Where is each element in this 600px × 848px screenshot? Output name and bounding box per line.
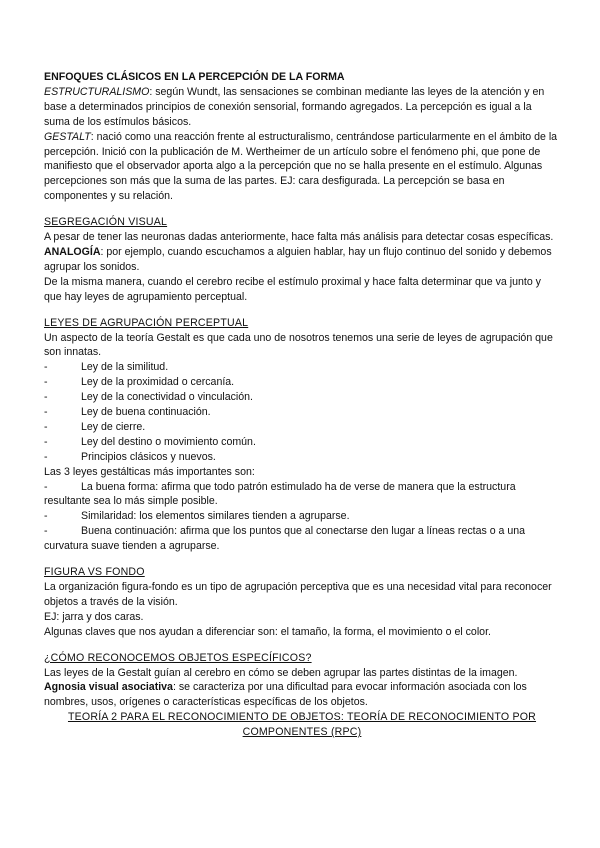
figura-paragraph-2: EJ: jarra y dos caras. — [44, 610, 144, 623]
list-item — [44, 450, 560, 465]
dash-bullet: - — [44, 376, 48, 389]
dash-bullet: - — [44, 391, 48, 404]
agnosia-text: : se caracteriza por una dificultad para evocar información asociada con los nombres, usos, orígenes o características específicas de los objetos. — [44, 681, 527, 709]
list-item — [44, 435, 560, 450]
list-item-text: Similaridad: los elementos similares tienden a agruparse. — [81, 510, 350, 523]
segregacion-paragraph-1: A pesar de tener las neuronas dadas anteriormente, hace falta más análisis para detectar cosas específicas. — [44, 231, 554, 244]
list-item — [44, 390, 560, 405]
dash-bullet: - — [44, 406, 48, 419]
analogia-paragraph — [44, 245, 560, 275]
list-item-text: Buena continuación: afirma que los puntos que al conectarse den lugar a líneas rectas o a una curvatura suave tienden a agruparse. — [44, 525, 526, 553]
list-item — [44, 524, 560, 554]
gestalt-paragraph — [44, 130, 560, 205]
list-item — [44, 360, 560, 375]
agnosia-label: Agnosia visual asociativa — [44, 681, 173, 694]
dash-bullet: - — [44, 420, 48, 433]
dash-bullet: - — [44, 480, 48, 493]
segregacion-paragraph-3: De la misma manera, cuando el cerebro recibe el estímulo proximal y hace falta determinar que va junto y que hay leyes de agrupamiento perceptual. — [44, 275, 541, 303]
agnosia-paragraph — [44, 680, 560, 710]
dash-bullet: - — [44, 510, 48, 523]
estructuralismo-paragraph — [44, 85, 560, 130]
list-item — [44, 509, 560, 524]
leyes-important-intro: Las 3 leyes gestálticas más importantes son: — [44, 465, 255, 478]
gestalt-term: GESTALT — [44, 130, 91, 143]
segregacion-heading: SEGREGACIÓN VISUAL — [44, 216, 168, 229]
list-item-text: La buena forma: afirma que todo patrón estimulado ha de verse de manera que la estructura resultante sea lo más simple posible. — [44, 480, 516, 508]
gestalt-text: : nació como una reacción frente al estructuralismo, centrándose particularmente en el ámbito de la percepción. Inició con la publicación de M. Wertheimer de un artículo sobre el fenómeno phi, que pone de manifiesto que el observador aporta algo a la percepción que no se halla presente en el estímulo. Algunas percepciones son más que la suma de las partes. EJ: cara desfigurada. La percepción se basa en componentes y su relación. — [44, 130, 558, 203]
list-item — [44, 375, 560, 390]
reconocemos-heading: ¿CÓMO RECONOCEMOS OBJETOS ESPECÍFICOS? — [44, 651, 312, 664]
list-item-text: Ley de buena continuación. — [81, 406, 211, 419]
figura-heading: FIGURA VS FONDO — [44, 566, 145, 579]
list-item — [44, 420, 560, 435]
document-title: ENFOQUES CLÁSICOS EN LA PERCEPCIÓN DE LA FORMA — [44, 71, 345, 83]
leyes-intro: Un aspecto de la teoría Gestalt es que cada uno de nosotros tenemos una serie de leyes de agrupación que son innatas. — [44, 331, 553, 359]
analogia-label: ANALOGÍA — [44, 245, 101, 258]
estructuralismo-term: ESTRUCTURALISMO — [44, 85, 150, 98]
leyes-heading: LEYES DE AGRUPACIÓN PERCEPTUAL — [44, 316, 249, 329]
estructuralismo-text: : según Wundt, las sensaciones se combinan mediante las leyes de la atención y en base a determinados principios de conexión sensorial, formando agregados. La percepción es igual a la suma de los estímulos básicos. — [44, 85, 545, 128]
list-item-text: Ley de cierre. — [81, 420, 146, 433]
document-page — [44, 70, 560, 740]
teoria-rpc-heading: TEORÍA 2 PARA EL RECONOCIMIENTO DE OBJETOS: TEORÍA DE RECONOCIMIENTO POR COMPONENTES (RPC) — [67, 711, 537, 739]
reconocemos-paragraph-1: Las leyes de la Gestalt guían al cerebro en cómo se deben agrupar las partes distintas de la imagen. — [44, 666, 518, 679]
list-item-text: Ley de la proximidad o cercanía. — [81, 376, 235, 389]
list-item-text: Ley de la similitud. — [81, 361, 169, 374]
figura-paragraph-1: La organización figura-fondo es un tipo de agrupación perceptiva que es una necesidad vital para reconocer objetos a través de la visión. — [44, 581, 552, 608]
figura-paragraph-3: Algunas claves que nos ayudan a diferenciar son: el tamaño, la forma, el movimiento o el color. — [44, 625, 491, 638]
analogia-text: : por ejemplo, cuando escuchamos a alguien hablar, hay un flujo continuo del sonido y debemos agrupar los sonidos. — [44, 245, 552, 273]
list-item — [44, 405, 560, 420]
dash-bullet: - — [44, 525, 48, 538]
list-item — [44, 480, 560, 510]
dash-bullet: - — [44, 435, 48, 448]
list-item-text: Principios clásicos y nuevos. — [81, 450, 216, 463]
leyes-important-list — [44, 480, 560, 555]
list-item-text: Ley de la conectividad o vinculación. — [81, 391, 253, 404]
leyes-list — [44, 360, 560, 464]
dash-bullet: - — [44, 361, 48, 374]
dash-bullet: - — [44, 450, 48, 463]
list-item-text: Ley del destino o movimiento común. — [81, 435, 256, 448]
